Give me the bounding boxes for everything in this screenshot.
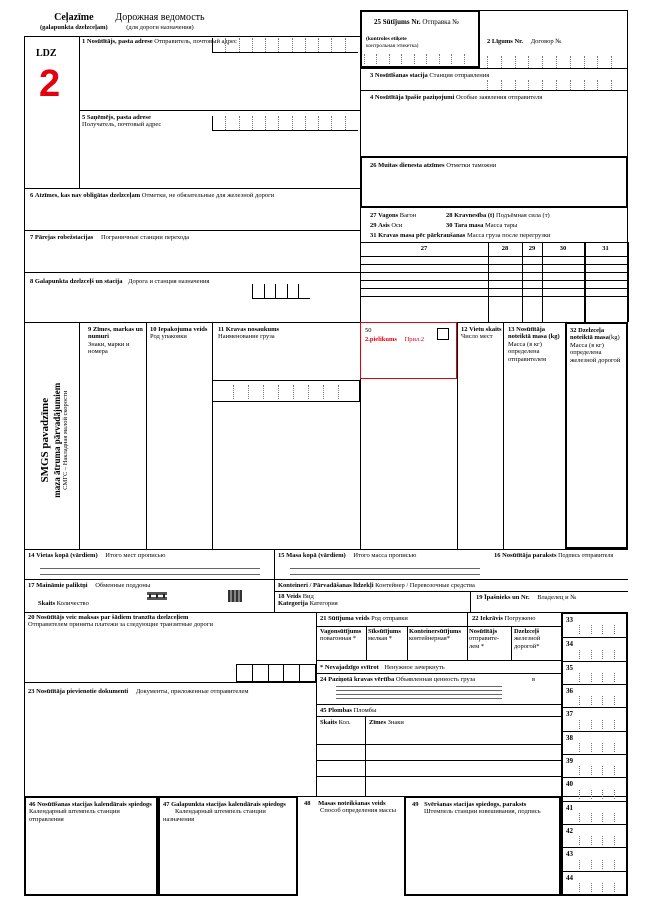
field-24-label: 24 Paziņotā kravas vērtība Объявленная ценность груза <box>320 676 476 683</box>
field-45-zimes: Zīmes Знаки <box>369 719 404 726</box>
kind-shipper[interactable]: Nosūtītājs отправите-лем * <box>469 628 500 650</box>
field-49-box[interactable] <box>404 796 561 896</box>
field-19-label: 19 Īpašnieks un Nr. Владелец и № <box>476 594 577 601</box>
field-46-label: 46 Nosūtīšanas stacijas kalendārais spiedogs Календарный штемпель станции отправления <box>29 801 152 823</box>
field-22-label: 22 Iekrāvis Погружено <box>472 615 536 622</box>
field-29-label: 29 Asis Оси <box>370 222 403 229</box>
field-35-num: 35 <box>566 663 573 672</box>
field-21-label: 21 Sūtījuma veids Род отправки <box>320 615 408 622</box>
field-27-label: 27 Vagons Вагон <box>370 212 417 219</box>
field-32-box[interactable] <box>565 322 628 549</box>
field-24-currency: в <box>532 676 536 683</box>
field-26-box[interactable] <box>360 156 628 208</box>
field-33-num: 33 <box>566 616 573 624</box>
field-2-code-boxes[interactable] <box>487 56 625 68</box>
field-20-label: 20 Nosūtītājs veic maksas par šādiem tranzīta dzelzceļiem Отправителем приняты платежи за следующие транзитные дороги <box>28 614 213 629</box>
field-1-code-boxes[interactable] <box>212 38 358 52</box>
field-25-label: 25 Sūtījums Nr. Отправка № <box>374 18 459 26</box>
field-5-code-boxes[interactable] <box>212 116 358 130</box>
field-50-num: 50 <box>365 327 372 334</box>
field-32-label: 32 Dzelzceļa noteiktā masa(kg) Масса (в кг) определена железной дорогой <box>570 327 621 364</box>
field-47-label: 47 Galapunkta stacijas kalendārais spiedogs Календарный штемпель станции назначения <box>163 801 286 823</box>
field-39-num: 39 <box>566 757 573 765</box>
field-42-num: 42 <box>566 827 573 835</box>
field-36-cell[interactable] <box>563 684 626 707</box>
pallet-icon <box>146 590 166 600</box>
field-37-num: 37 <box>566 710 573 719</box>
field-38-cell[interactable] <box>563 731 626 754</box>
field-34-cell[interactable] <box>563 637 626 660</box>
col-29-header: 29 <box>528 245 536 252</box>
field-44-num: 44 <box>566 873 573 882</box>
field-6-label: 6 Atzīmes, kas nav obligātas dzelzceļam Отметки, не обязательные для железной дороги <box>30 192 275 199</box>
ldz-box <box>24 36 79 188</box>
header-celazime <box>40 12 108 31</box>
field-16-label: 16 Nosūtītāja paraksts Подпись отправителя <box>494 552 614 559</box>
field-11-code-boxes[interactable] <box>212 380 360 402</box>
field-20-code-boxes[interactable] <box>236 664 316 682</box>
field-49-label: 49 Svēršanas stacijas spiedogs, paraksts Штемпель станции взвешивания, подпись <box>412 801 541 816</box>
nevajadzigo-note: * Nevajadzīgo svītrot Ненужное зачеркнуть <box>320 664 445 671</box>
field-39-cell[interactable] <box>563 754 626 777</box>
field-25-code-boxes <box>364 54 476 64</box>
field-41-cell[interactable] <box>563 801 626 824</box>
field-37-cell[interactable] <box>563 707 626 730</box>
field-25-box[interactable] <box>360 10 480 68</box>
smgs-side-title <box>24 322 79 549</box>
col-28-header: 28 <box>501 245 509 252</box>
field-48-box[interactable] <box>300 798 404 896</box>
konteineri-label: Konteineri / Pārvadāšanas līdzekļi Контейнер / Перевозочные средства <box>278 582 475 589</box>
field-18-label: 18 Veids Вид Kategorija Категория <box>278 593 338 608</box>
celazime-title: Ceļazīme <box>54 12 94 23</box>
field-43-num: 43 <box>566 850 573 859</box>
col-31-header: 31 <box>602 245 609 252</box>
wagon-table <box>360 242 627 322</box>
field-4-label: 4 Nosūtītāja īpašie paziņojumi Особые заявления отправителя <box>370 94 543 101</box>
kind-small[interactable]: Sīksūtījums мелкая * <box>368 628 401 643</box>
field-50-label: 2.pielikums Прил.2 <box>365 336 425 343</box>
field-13-label: 13 Nosūtītāja noteiktā masa (kg) Масса (в кг) определена отправителем <box>508 326 560 363</box>
field-17-skaits: Skaits Количество <box>38 600 89 607</box>
field-1-label: 1 Nosūtītājs, pasta adrese Отправитель, почтовый адрес <box>82 38 237 45</box>
side-title: SMGS pavadzīme maza ātruma pārvadājumiem СМГС – Накладная малой скорости <box>38 382 69 498</box>
field-50-box[interactable] <box>360 322 457 379</box>
field-7-label: 7 Pārejas robežstacijas Пограничные станции перехода <box>30 234 190 241</box>
field-3-label: 3 Nosūtīšanas stacija Станция отправления <box>370 72 490 79</box>
field-28-label: 28 Kravnesība (t) Подъёмная сила (т) <box>446 212 550 219</box>
celazime-subtitle: (galapunkta dzelzceļam) <box>40 23 108 31</box>
field-11-label: 11 Kravas nosaukums Наименование груза <box>218 326 280 341</box>
field-41-num: 41 <box>566 803 573 812</box>
col-30-header: 30 <box>559 245 567 252</box>
field-2-label: 2 Līgums Nr. Договор № <box>487 38 562 45</box>
field-44-cell[interactable] <box>563 871 626 894</box>
field-42-cell[interactable] <box>563 824 626 847</box>
field-31-label: 31 Kravas masa pēc pārkraušanas Масса груза после перегрузки <box>370 232 551 239</box>
field-3-code-boxes[interactable] <box>487 80 625 90</box>
pallet-stack-icon <box>228 590 242 602</box>
field-30-label: 30 Tara masa Масса тары <box>446 222 518 229</box>
header-vedomost <box>105 12 215 31</box>
copy-number: 2 <box>39 63 61 105</box>
vedomost-title: Дорожная ведомость <box>115 12 205 23</box>
field-40-num: 40 <box>566 780 573 789</box>
vedomost-subtitle: (для дороги назначения) <box>126 23 194 31</box>
field-9-label: 9 Zīmes, markas un numuri Знаки, марки и номера <box>88 326 143 356</box>
field-12-label: 12 Vietu skaits Число мест <box>461 326 502 341</box>
field-45-skaits: Skaits Кол. <box>320 719 351 726</box>
col-27-header: 27 <box>420 245 428 252</box>
field-8-code-boxes[interactable] <box>252 284 310 298</box>
field-46-box[interactable] <box>24 796 158 896</box>
field-48-label: 48 Masas noteikšanas veids Способ определения массы <box>304 800 397 815</box>
field-17-label: 17 Maināmie paliktņi Обменные поддоны <box>28 582 151 589</box>
field-15-label: 15 Masa kopā (vārdiem) Итого масса прописью <box>278 552 417 559</box>
ldz-label: LDZ <box>36 48 57 59</box>
field-25-sub: (kontroles etiķete контрольная этикетка) <box>366 36 419 50</box>
field-23-label: 23 Nosūtītāja pievienotie dokumenti Документы, приложенные отправителем <box>28 688 249 695</box>
field-47-box[interactable] <box>158 796 298 896</box>
kind-container[interactable]: Konteinersūtījums контейнерная* <box>409 628 461 643</box>
field-5-label: 5 Saņēmējs, pasta adrese Получатель, почтовый адрес <box>82 114 162 129</box>
field-26-label: 26 Muitas dienesta atzīmes Отметки таможни <box>370 162 497 169</box>
field-36-num: 36 <box>566 687 573 695</box>
field-8-label: 8 Galapunkta dzelzceļš un stacija Дорога и станция назначения <box>30 278 210 285</box>
field-43-cell[interactable] <box>563 847 626 870</box>
field-14-label: 14 Vietas kopā (vārdiem) Итого мест прописью <box>28 552 166 559</box>
fields-33-44-column <box>561 612 628 896</box>
field-33-cell[interactable] <box>563 614 626 637</box>
field-38-num: 38 <box>566 733 573 742</box>
kind-railway[interactable]: Dzelzceļš железной дорогой* <box>514 628 541 650</box>
field-34-num: 34 <box>566 640 573 649</box>
field-35-cell[interactable] <box>563 661 626 684</box>
field-10-label: 10 Iepakojuma veids Род упаковки <box>150 326 208 341</box>
field-50-checkbox[interactable] <box>437 328 449 340</box>
kind-wagon[interactable]: Vagonsūtījums повагонная * <box>320 628 362 643</box>
field-40-cell[interactable] <box>563 777 626 800</box>
field-45-label: 45 Plombas Пломбы <box>320 707 377 714</box>
